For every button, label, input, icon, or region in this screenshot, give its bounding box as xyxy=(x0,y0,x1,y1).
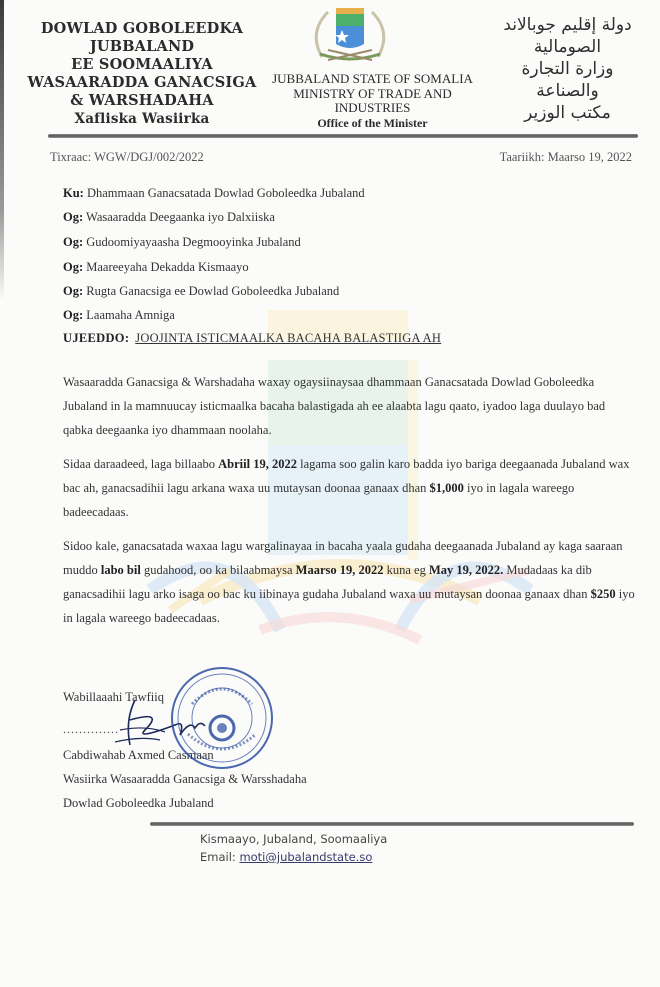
grace-end-date: May 19, 2022. xyxy=(428,563,504,577)
header-somali-line: EE SOOMAALIYA xyxy=(71,56,213,73)
header-arabic-line: وزارة التجارة xyxy=(521,59,614,79)
footer-divider xyxy=(150,822,634,826)
recipient-line xyxy=(63,186,365,201)
signatory-name: Cabdiwahab Axmed Casmaan xyxy=(63,748,214,762)
header-english-block xyxy=(255,72,490,130)
text-run: kuna eg xyxy=(383,563,429,577)
cc-text: Rugta Ganacsiga ee Dowlad Goboleedka Jubaland xyxy=(86,284,340,298)
cc-line xyxy=(63,260,249,275)
header-english-line: INDUSTRIES xyxy=(334,100,411,115)
signatory-organization: Dowlad Goboleedka Jubaland xyxy=(63,796,214,810)
signatory-title: Wasiirka Wasaaradda Ganacsiga & Warsshadaha xyxy=(63,772,307,786)
fine-amount: $250 xyxy=(590,587,616,601)
header-english-line: MINISTRY OF TRADE AND xyxy=(293,85,452,101)
signature-line: .............. xyxy=(63,722,119,736)
letter-date: Taariikh: Maarso 19, 2022 xyxy=(499,150,632,164)
grace-period: labo bil xyxy=(100,563,141,577)
header-divider xyxy=(48,134,638,138)
subject-text: JOOJINTA ISTICMAALKA BACAHA BALASTIIGA AH xyxy=(135,331,442,345)
email-label: Email: xyxy=(200,850,240,864)
text-run: Sidoo kale, ganacsatada waxaa lagu wargalinayaa in bacaha yaala gudaha deegaanada Jubaland ay kaga saaraan muddo xyxy=(63,539,623,577)
header-arabic-line: الصومالية xyxy=(533,37,602,57)
closing-salutation: Wabillaaahi Tawfiiq xyxy=(63,690,164,704)
email-link[interactable]: moti@jubalandstate.so xyxy=(239,850,373,864)
footer-address: Kismaayo, Jubaland, Soomaaliya xyxy=(200,832,388,846)
grace-start-date: Maarso 19, 2022 xyxy=(295,563,384,577)
cc-line xyxy=(63,210,275,225)
cc-text: Wasaaradda Deegaanka iyo Dalxiiska xyxy=(86,210,275,224)
cc-label: Og: xyxy=(63,210,84,224)
cc-text: Gudoomiyayaasha Degmooyinka Jubaland xyxy=(86,235,301,249)
body-paragraph-3 xyxy=(63,534,638,630)
cc-label: Og: xyxy=(63,260,84,274)
text-run: gudahood, oo ka bilaabmaysa xyxy=(140,563,296,577)
header-somali-line: DOWLAD GOBOLEEDKA xyxy=(40,20,244,37)
recipient-text: Dhammaan Ganacsatada Dowlad Goboleedka Jubaland xyxy=(86,186,365,200)
subject-label: UJEEDDO: xyxy=(63,331,130,345)
recipient-label: Ku: xyxy=(63,186,84,200)
cc-line xyxy=(63,284,339,299)
cc-label: Og: xyxy=(63,308,84,322)
cc-text: Laamaha Amniga xyxy=(86,308,175,322)
cc-line xyxy=(63,235,301,250)
text-run: Sidaa daraadeed, laga billaabo xyxy=(63,457,219,471)
header-somali-line: WASAARADDA GANACSIGA xyxy=(27,74,257,91)
cc-label: Og: xyxy=(63,235,84,249)
start-date: Abriil 19, 2022 xyxy=(218,457,297,471)
header-arabic-line: والصناعة xyxy=(536,81,599,101)
header-somali-block xyxy=(22,20,262,128)
text-run: Mudadaas ka dib ganacsadihii lagu arko isaga oo bac ku iibinaya gudaha Jubaland waxa uu mutaysan doonaa ganaax dhan xyxy=(63,563,592,601)
text-run: lagama soo galin karo badda iyo bariga deegaanada Jubaland wax bac ah, ganacsadihii lagu arkana waxa uu mutaysan doonaa ganaax dhan xyxy=(63,457,630,495)
official-seal-stamp xyxy=(168,664,276,772)
header-english-line: JUBBALAND STATE OF SOMALIA xyxy=(272,71,473,86)
cc-text: Maareeyaha Dekadda Kismaayo xyxy=(86,260,249,274)
text-run: iyo in lagala wareego badeecadaas. xyxy=(63,587,635,625)
footer-email-line xyxy=(200,850,372,864)
subject-line xyxy=(63,331,441,346)
coat-of-arms-logo xyxy=(300,2,400,66)
header-somali-office: Xafliska Wasiirka xyxy=(74,111,210,127)
reference-number: Tixraac: WGW/DGJ/002/2022 xyxy=(50,150,204,164)
header-somali-line: & WARSHADAHA xyxy=(70,92,214,109)
header-arabic-line: دولة إقليم جوبالاند xyxy=(503,15,632,35)
body-paragraph-1: Wasaaradda Ganacsiga & Warshadaha waxay ogaysiinaysaa dhammaan Ganacsatada Dowlad Goboleedka Jubaland in la mamnuucay isticmaalka bacaha balastigada ah ee alaabta lagu qaato, iyadoo laga duulayo bad qabka deegaanka iyo dhammaan noolaha. xyxy=(63,375,606,437)
cc-label: Og: xyxy=(63,284,84,298)
page-shadow-edge xyxy=(0,0,4,300)
body-paragraph-2 xyxy=(63,452,638,524)
header-arabic-line: مكتب الوزير xyxy=(524,103,611,123)
fine-amount: $1,000 xyxy=(429,481,464,495)
cc-line xyxy=(63,308,175,323)
text-run: iyo in lagala wareego badeecadaas. xyxy=(63,481,575,519)
header-somali-line: JUBBALAND xyxy=(89,38,195,55)
header-english-office: Office of the Minister xyxy=(317,115,428,130)
header-arabic-block xyxy=(480,14,655,124)
